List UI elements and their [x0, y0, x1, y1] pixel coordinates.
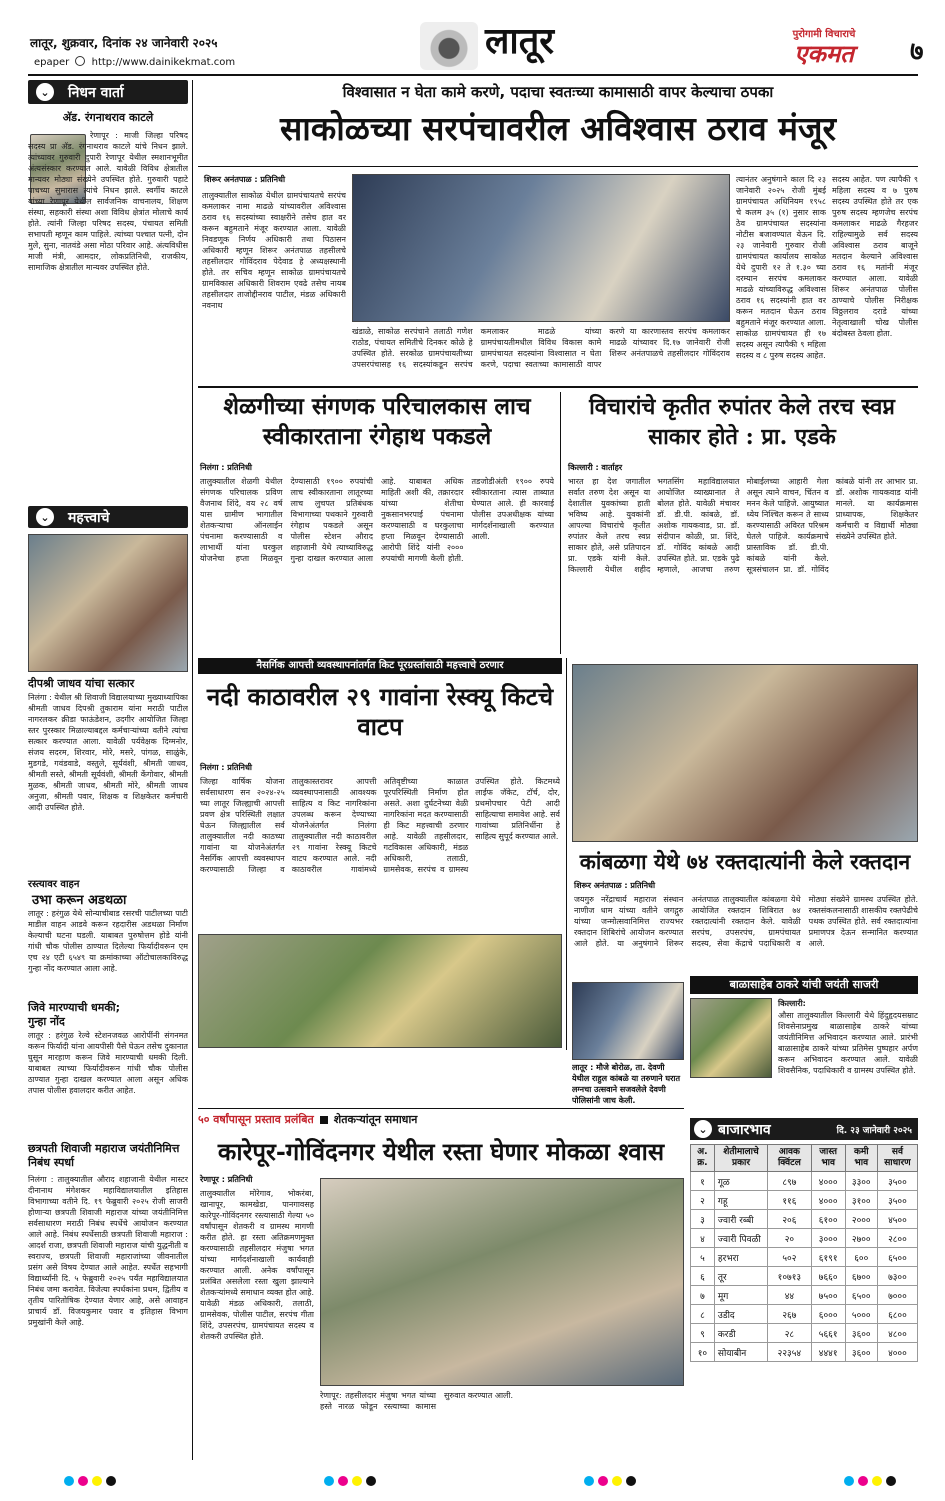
shelgi-byline: निलंगा : प्रतिनिधी [200, 463, 252, 472]
masthead-tagline: पुरोगामी विचाराचे [792, 29, 856, 40]
chevron-down-icon: ⌄ [36, 508, 54, 526]
table-cell: २०६ [768, 1210, 812, 1229]
website-line[interactable] [34, 56, 235, 68]
page-number: ७ [910, 37, 924, 67]
table-cell: ७३०० [877, 1267, 917, 1286]
table-cell: ३१०० [845, 1191, 877, 1210]
table-cell: ६ [691, 1267, 715, 1286]
item1-text: निलंगा : येथील श्री शिवाजी विद्यालयाच्या मुख्याध्यापिका श्रीमती जाधव दिपश्री तुकाराम यांना मराठी पाटील नागरलकर क्रीडा फाऊंडेशन, उदगीर आयोजित जिल्हा स्तर पुरस्कार मिळाल्याबद्दल कर्मचाऱ्यांच्या वतीने त्यांचा सत्कार करण्यात आला. यावेळी पर्यवेक्षक दिग्मनोर, संजय सदरम, शिरवार, मोरे, मसरे, पांगळ, साळुंके, मुडगडे, गवंडवाडे, वस्तुले, सूर्यवंशी, श्रीमती जाधव, श्रीमती सस्ते, श्रीमती सूर्यवंशी, श्रीमती केंगोवार, श्रीमती मुळक, श्रीमती जाधव, श्रीमती मोरे, श्रीमती जाधव अनुजा, श्रीमती पवार, शिक्षक व शिक्षकेतर कर्मचारी आदी उपस्थित होते. [28, 693, 188, 812]
table-header-cell: अ. क्र. [691, 1145, 715, 1172]
masthead-block [740, 26, 908, 70]
section-title: लातूर [485, 20, 554, 62]
nidhan-header [28, 80, 188, 104]
karepur-kicker-left: ५० वर्षांपासून प्रस्ताव प्रलंबित [198, 1113, 314, 1126]
table-cell: ५००० [845, 1305, 877, 1324]
karepur-byline: रेणापूर : प्रतिनिधी [200, 1175, 253, 1184]
lead-byline: शिरूर अनंतपाळ : प्रतिनिधी [204, 175, 286, 184]
table-cell: ६०० [845, 1248, 877, 1267]
table-header-cell: सर्व साधारण [877, 1145, 917, 1172]
table-cell: तूर [714, 1267, 767, 1286]
table-cell: ४००० [811, 1172, 845, 1191]
table-header-cell: कमी भाव [845, 1145, 877, 1172]
lead-story [198, 80, 918, 380]
registration-marks-group [842, 1476, 898, 1486]
table-cell: २८ [768, 1324, 812, 1343]
bazarbhav-date: दि. २३ जानेवारी २०२५ [836, 1125, 912, 1136]
table-cell: ५ [691, 1248, 715, 1267]
item2-kicker: रस्त्यावर वाहन [28, 879, 80, 890]
felicitation-photo [28, 534, 188, 672]
table-row [691, 1191, 918, 1210]
table-cell: ४८०० [877, 1324, 917, 1343]
table-cell: २ [691, 1191, 715, 1210]
table-cell: सोयाबीन [714, 1343, 767, 1362]
karepur-road-photo [320, 1178, 684, 1386]
table-cell: २२३५४ [768, 1343, 812, 1362]
karepur-kicker [198, 1112, 684, 1127]
table-header-cell: शेतीमालाचे प्रकार [714, 1145, 767, 1172]
table-row [691, 1248, 918, 1267]
rescue-byline: निलंगा : प्रतिनिधी [200, 763, 252, 772]
balasaheb-byline: किल्लारी: [778, 999, 806, 1008]
table-cell: ७६६० [811, 1267, 845, 1286]
shelgi-headline: शेळगीच्या संगणक परिचालकास लाच स्वीकारताना रंगेहाथ पकडले [223, 393, 531, 450]
mahatvache-label: महत्त्वाचे [68, 509, 110, 526]
table-cell: २८०० [877, 1229, 917, 1248]
table-cell: ८९७ [768, 1172, 812, 1191]
table-cell: ३३०० [845, 1172, 877, 1191]
rescue-kit-photo [198, 934, 562, 1048]
item2-title: उभा करून अडथळा [32, 893, 127, 908]
lead-col1: तालुक्यातील साकोळ येथील ग्रामपंचायतचे सरपंच कमलाकर नामा माढळे यांच्यावरील अविश्वास ठराव १६ सदस्यांच्या स्वाक्षरीने तसेच हात वर करून बहुमताने मंजूर करण्यात आला. यावेळी निवडणूक निर्णय अधिकारी तथा पिठासन अधिकारी म्हणून शिरूर अनंतपाळ तहसीलचे तहसीलदार गोविंदराव पेदेवाड हे अध्यक्षस्थानी होते. तर सचिव म्हणून साकोळ ग्रामपंचायतचे ग्रामविकास अधिकारी शिवराम एवढे तसेच नायब तहसीलदार ताजोद्दीनराव पाटील, मंडळ अधिकारी नवनाथ [202, 191, 346, 310]
item2-text: लातूर : हरंगुळ येथे सोन्याचीबाड रसरची पाटीलच्या पाटी माडील वाहन आडवे करून रहदारीस अडथळा निर्माण केल्याची घटना घडली. याबाबत पुरुषोत्तम होडे यांनी गांधी चौक पोलीस ठाण्यात दिलेल्या फिर्यादीवरून एम एच २४ एटी ६५४९ या क्रमांकाच्या ऑटोचालकाविरुद्ध गुन्हा नोंद करण्यात आला आहे. [28, 909, 188, 973]
nidhan-name: अ‍ॅड. रंगनाथराव काटले [62, 111, 154, 124]
item3-kicker: जिवे मारण्याची धमकी; [28, 1001, 121, 1014]
registration-marks-group [62, 1476, 118, 1486]
table-cell: ७००० [877, 1286, 917, 1305]
karepur-kicker-right: शेतकऱ्यांतून समाधान [333, 1113, 418, 1126]
bazarbhav-title-wrap [694, 1120, 771, 1139]
table-cell: ११६ [768, 1191, 812, 1210]
table-cell: ४ [691, 1229, 715, 1248]
table-cell: २७०० [845, 1229, 877, 1248]
lead-col3: त्यानंतर अनुषंगाने काल दि २३ जानेवारी २०२५ रोजी मुंबई ग्रामपंचायत अधिनियम १९५८ चे कलम ३५ (१) नुसार साक ठेव ग्रामपंचायत सदस्यांना नोटीस बजावण्यात येऊन दि. २३ जानेवारी गुरुवार रोजी ग्रामपंचायत कार्यालय साकोळ येथे दुपारी १२ ते १.३० च्या दरम्यान सरपंच कमलाकर माढळे यांच्याविरुद्ध अविश्वास ठराव १६ सदस्यांनी हात वर करून मतदान घेऊन ठराव बहुमताने मंजूर करण्यात आला. साकोळ ग्रामपंचायत ही १७ सदस्य असून त्यापैकी ९ महिला सदस्य व ८ पुरुष सदस्य आहेत. [736, 175, 826, 360]
table-cell: ४४ [768, 1286, 812, 1305]
table-cell: ६१०० [811, 1210, 845, 1229]
table-row [691, 1210, 918, 1229]
karepur-photo-caption: रेणापूर: तहसीलदार मंजुषा भगत यांच्या हस्ते नारळ फोडून रस्त्याच्या कामास सुरुवात करण्यात आली. [320, 1391, 514, 1411]
table-cell: ९ [691, 1324, 715, 1343]
raktdan-byline: शिरूर अनंतपाळ : प्रतिनिधी [574, 881, 656, 890]
karepur-story [198, 1112, 684, 1446]
table-cell: करडी [714, 1324, 767, 1343]
item4-text: निलंगा : तालुक्यातील औराद शहाजानी येथील मास्टर दीनानाथ मंगेशकर महाविद्यालयातील इतिहास विभागाच्या वतीने दि. १९ फेब्रुवारी २०२५ रोजी साजरी होणाऱ्या छत्रपती शिवाजी महाराज यांच्या जयंतीनिमित्त सर्वसाधारण मराठी निबंध स्पर्धेचे आयोजन करण्यात आले आहे. निबंध स्पर्धेसाठी छत्रपती शिवाजी महाराज : आदर्श राजा, छत्रपती शिवाजी महाराज यांची युद्धनीती व स्वराज्य, छत्रपती शिवाजी महाराजांच्या जीवनातील प्रसंग असे विषय देण्यात आले आहेत. स्पर्धेत सहभागी विद्यार्थ्यांनी दि. ५ फेब्रुवारी २०२५ पर्यंत महाविद्यालयात निबंध जमा करावेत. विजेत्या स्पर्धकांना प्रथम, द्वितीय व तृतीय पारितोषिक देण्यात येणार आहे, असे आवाहन प्राचार्य डॉ. विजयकुमार पवार व इतिहास विभाग प्रमुखांनी केले आहे. [28, 1175, 188, 1327]
table-cell: ४४४१ [811, 1343, 845, 1362]
table-row [691, 1324, 918, 1343]
lead-col4: सदस्य आहेत. पण त्यापैकी ९ महिला सदस्य व ७ पुरुष सदस्य उपस्थित होते तर एक पुरुष सदस्य म्हणजेच सरपंच कमलाकर माढळे गैरहजर राहिल्यामुळे सर्व सदस्य अविश्वास ठराव बाजूने मतदान केल्याने अविश्वास ठराव १६ मतांनी मंजूर करण्यात आला. यावेळी शिरूर अनंतपाळ पोलीस ठाण्याचे पोलीस निरीक्षक विठ्ठलराव दराडे यांच्या नेतृत्वाखाली चोख पोलीस बंदोबस्त ठेवला होता. [832, 175, 918, 338]
rescue-text: जिल्हा वार्षिक योजना सर्वसाधारण सन २०२४-२५ च्या लातूर जिल्ह्याची आपत्ती प्रवण क्षेत्र परिस्थिती लक्षात घेऊन जिल्ह्यातील सर्व तालुक्यातील नदी काठच्या गावांना या योजनेअंतर्गत नैसर्गिक आपत्ती व्यवस्थापन करण्यासाठी जिल्हा व तालुकास्तरावर आपत्ती व्यवस्थापनासाठी आवश्यक साहित्य व किट नागरिकांना उपलब्ध करून देण्याच्या योजनेअंतर्गत निलंगा तालुक्यातील नदी काठावरील २९ गावांना रेस्क्यू किटचे वाटप करण्यात आले. नदी काठावरील गावांमध्ये अतिवृष्टीच्या काळात पूरपरिस्थिती निर्माण होत असते. अशा दुर्घटनेच्या वेळी नागरिकांना मदत करण्यासाठी ही किट महत्त्वाची ठरणार आहे. यावेळी तहसीलदार, गटविकास अधिकारी, मंडळ अधिकारी, तलाठी, ग्रामसेवक, सरपंच व ग्रामस्थ उपस्थित होते. किटमध्ये लाईफ जॅकेट, टॉर्च, दोर, प्रथमोपचार पेटी आदी साहित्याचा समावेश आहे. सर्व गावांच्या प्रतिनिधींना हे साहित्य सुपूर्द करण्यात आले. [200, 777, 560, 874]
table-cell: गहू [714, 1191, 767, 1210]
table-cell: ३६०० [845, 1343, 877, 1362]
left-column [28, 80, 188, 1460]
table-cell: ४५०० [877, 1210, 917, 1229]
table-row [691, 1229, 918, 1248]
lead-kicker: विश्वासात न घेता कामे करणे, पदाचा स्वतःच्या कामासाठी वापर केल्याचा ठपका [342, 83, 774, 101]
police-caption: लातूर : मौजे बोरोळ, ता. देवणी येथील राहुल कांबळे या तरुणाने घरात लग्नचा उत्सवाने सजवलेले देवणी पोलिसांनी जाच केली. [572, 1063, 681, 1105]
table-cell: ३५०० [877, 1172, 917, 1191]
table-cell: ३६०० [845, 1324, 877, 1343]
table-row [691, 1172, 918, 1191]
karepur-kicker-sep [320, 1116, 328, 1124]
table-cell: ३५०० [877, 1191, 917, 1210]
table-cell: ३००० [811, 1229, 845, 1248]
table-cell: २६७ [768, 1305, 812, 1324]
header-bar [0, 0, 945, 80]
website-link[interactable]: http://www.dainikekmat.com [91, 57, 236, 68]
table-cell: १० [691, 1343, 715, 1362]
print-color-marks [60, 1476, 900, 1486]
rescue-story [198, 658, 562, 1050]
mahatvache-header [28, 506, 188, 528]
city-emblem-icon [420, 22, 478, 70]
rescue-headline: नदी काठावरील २९ गावांना रेस्क्यू किटचे वाटप [206, 682, 554, 741]
balasaheb-story [690, 976, 918, 1114]
raktdan-headline: कांबळगा येथे ७४ रक्तदात्यांनी केले रक्तदान [579, 849, 911, 874]
table-header-cell: जास्त भाव [811, 1145, 845, 1172]
table-cell: १०७१३ [768, 1267, 812, 1286]
balasaheb-body: औसा तालुक्यातील किल्लारी येथे हिंदुहृदयसम्राट शिवसेनाप्रमुख बाळासाहेब ठाकरे यांच्या जयंतीनिमित्त अभिवादन करण्यात आले. प्रारंभी बाळासाहेब ठाकरे यांच्या प्रतिमेस पुष्पहार अर्पण करून अभिवादन करण्यात आले. यावेळी शिवसैनिक, पदाधिकारी व ग्रामस्थ उपस्थित होते. [778, 1011, 918, 1075]
raktdan-text: जयगुरु नरेंद्राचार्य महाराज संस्थान नाणीज धाम यांच्या वतीने जगद्गुरु यांच्या जन्मोत्सवानिमित्त राज्यभर रक्तदान शिबिरांचे आयोजन करण्यात आले होते. या अनुषंगाने शिरूर अनंतपाळ तालुक्यातील कांबळगा येथे आयोजित रक्तदान शिबिरात ७४ रक्तदात्यांनी रक्तदान केले. यावेळी सरपंच, उपसरपंच, ग्रामपंचायत सदस्य, सेवा केंद्राचे पदाधिकारी व मोठ्या संख्येने ग्रामस्थ उपस्थित होते. रक्तसंकलनासाठी शासकीय रक्तपेढीचे पथक उपस्थित होते. सर्व रक्तदात्यांना प्रमाणपत्र देऊन सन्मानित करण्यात आले. [574, 895, 918, 948]
table-cell: ४००० [811, 1191, 845, 1210]
karepur-text: तालुक्यातील मोरेगाव, भोकरंबा, खानापूर, कामखेडा, पानगावसह कारेपूर-गोविंदनगर रस्त्यासाठी गेल्या ५० वर्षांपासून शेतकरी व ग्रामस्थ मागणी करीत होते. हा रस्ता अतिक्रमणमुक्त करण्यासाठी तहसीलदार मंजुषा भगत यांच्या मार्गदर्शनाखाली कार्यवाही करण्यात आली. अनेक वर्षांपासून प्रलंबित असलेला रस्ता खुला झाल्याने शेतकऱ्यांमध्ये समाधान व्यक्त होत आहे. यावेळी मंडळ अधिकारी, तलाठी, ग्रामसेवक, पोलीस पाटील, सरपंच गीता शिंदे, उपसरपंच, ग्रामपंचायत सदस्य व शेतकरी उपस्थित होते. [200, 1189, 314, 1341]
bazarbhav-title: बाजारभाव [718, 1121, 771, 1138]
table-header-cell: आवक क्विंटल [768, 1145, 812, 1172]
table-cell: ७५०० [811, 1286, 845, 1305]
chevron-down-icon: ⌄ [694, 1120, 712, 1138]
table-cell: ५६६१ [811, 1324, 845, 1343]
rescue-kicker: नैसर्गिक आपत्ती व्यवस्थापनांतर्गत किट पूरग्रस्तांसाठी महत्त्वाचे ठरणार [198, 658, 562, 674]
table-cell: ६५०० [877, 1248, 917, 1267]
edke-headline: विचारांचे कृतीत रुपांतर केले तरच स्वप्न साकार होते : प्रा. एडके [589, 394, 895, 450]
price-table [690, 1144, 918, 1362]
item3-text: लातूर : हरंगुळ रेल्वे स्टेशनजवळ आरोपींनी संगनमत करून फिर्यादी यांना आयपीसी पैसे घेऊन तसेच दुकानात घुसून मारहाण करून जिवे मारण्याची धमकी दिली. याबाबत त्याच्या फिर्यादीवरून गांधी चौक पोलीस ठाण्यात गुन्हा दाखल करण्यात आला असून अधिक तपास पोलीस हवालदार करीत आहेत. [28, 1031, 188, 1095]
nidhan-text: रेणापूर : माजी जिल्हा परिषद सदस्य प्रा अ‍ॅड. रंगनाथराव काटले यांचे निधन झाले. त्यांच्यावर गुरुवारी दुपारी रेणापूर येथील स्मशानभूमीत अंत्यसंस्कार करण्यात आले. यावेळी विविध क्षेत्रातील मान्यवर मोठ्या संख्येने उपस्थित होते. गुरुवारी पहाटे पाचच्या सुमारास त्यांचे निधन झाले. स्वर्गीय काटले यांच्या रेणापूर येथील सार्वजनिक वाचनालय, शिक्षण संस्था, सहकारी संस्था अशा विविध क्षेत्रांत मोलाचे कार्य होते. त्यांनी जिल्हा परिषद सदस्य, पंचायत समिती सभापती म्हणून काम पाहिले. त्यांच्या पश्चात पत्नी, दोन मुले, सुना, नातवंडे असा मोठा परिवार आहे. अंत्यविधीस माजी मंत्री, आमदार, लोकप्रतिनिधी, राजकीय, सामाजिक क्षेत्रातील मान्यवर उपस्थित होते. [28, 131, 188, 272]
edke-story [566, 392, 918, 654]
epaper-label: epaper [34, 57, 70, 68]
table-cell: हरभरा [714, 1248, 767, 1267]
table-cell: ४००० [877, 1343, 917, 1362]
item4-title: छत्रपती शिवाजी महाराज जयंतीनिमित्त निबंध स्पर्धा [28, 1142, 180, 1169]
table-cell: ज्वारी पिवळी [714, 1229, 767, 1248]
table-cell: मूग [714, 1286, 767, 1305]
item1-title: दीपश्री जाधव यांचा सत्कार [28, 677, 135, 690]
blood-donation-photo [572, 664, 918, 842]
table-row [691, 1267, 918, 1286]
edke-byline: किल्लारी : वार्ताहर [568, 463, 623, 472]
registration-marks-group [322, 1476, 378, 1486]
table-cell: ६१९१ [811, 1248, 845, 1267]
table-cell: गूळ [714, 1172, 767, 1191]
lead-headline: साकोळच्या सरपंचावरील अविश्वास ठराव मंजूर [280, 108, 836, 148]
item3-title: गुन्हा नोंद [28, 1015, 65, 1028]
bazarbhav-panel [690, 1118, 918, 1444]
table-cell: ३ [691, 1210, 715, 1229]
table-cell: ५०२ [768, 1248, 812, 1267]
table-cell: २००० [845, 1210, 877, 1229]
table-cell: ६७०० [845, 1267, 877, 1286]
date-line: लातूर, शुक्रवार, दिनांक २४ जानेवारी २०२५ [30, 36, 218, 50]
table-cell: ६५०० [845, 1286, 877, 1305]
table-row [691, 1286, 918, 1305]
bazarbhav-header [690, 1118, 918, 1140]
table-row [691, 1305, 918, 1324]
table-cell: १ [691, 1172, 715, 1191]
shelgi-story [198, 392, 556, 654]
table-cell: ६८०० [877, 1305, 917, 1324]
chevron-down-icon: ⌄ [36, 83, 54, 101]
table-cell: ज्वारी रब्बी [714, 1210, 767, 1229]
lead-photo-caption: खंडाळे, साकोळ सरपंचाने तलाठी गणेश राठोड, पंचायत समितीचे दिनकर कोळे हे उपस्थित होते. सरकोळ ग्रामपंचायतीच्या उपसरपंचासह १६ सदस्यांकडून सरपंच कमलाकर माढळे यांच्या ग्रामपंचायतीमधील विविध विकास कामे ग्रामपंचायत सदस्यांना विश्वासात न घेता करणे, पदाचा स्वतःच्या कामासाठी वापर करणे या कारणास्तव सरपंच कमलाकर माढळे यांच्यावर दि.१७ जानेवारी रोजी शिरूर अनंतपाळचे तहसीलदार गोविंदराव [352, 327, 730, 369]
masthead-logo: एकमत [794, 39, 854, 68]
table-cell: ८ [691, 1305, 715, 1324]
nidhan-label: निधन वार्ता [68, 84, 124, 101]
balasaheb-headline: बाळासाहेब ठाकरे यांची जयंती साजरी [690, 976, 918, 994]
table-cell: उडीद [714, 1305, 767, 1324]
table-cell: २० [768, 1229, 812, 1248]
globe-icon [75, 56, 85, 66]
shelgi-text: तालुक्यातील शेळगी येथील संगणक परिचालक प्रविण वैजनाथ शिंदे, वय २८ वर्ष यास ग्रामीण भागातील शेतकऱ्याचा ऑनलाईन पंचनामा करण्यासाठी व लाभार्थी यांना घरकुल योजनेचा हप्ता मिळवून देण्यासाठी १९०० रुपयांची लाच स्वीकारताना लातूरच्या लाच लुचपत प्रतिबंधक विभागाच्या पथकाने गुरुवारी रंगेहाथ पकडले असून पोलीस स्टेशन औराद शहाजानी येथे त्याच्याविरुद्ध गुन्हा दाखल करण्यात आला आहे. याबाबत अधिक माहिती अशी की, तक्रारदार यांच्या शेतीचा नुकसानभरपाई पंचनामा करण्यासाठी व घरकुलाचा हप्ता मिळवून देण्यासाठी आरोपी शिंदे यांनी २००० रुपयांची मागणी केली होती. तडजोडीअंती १९०० रुपये स्वीकारताना त्यास ताब्यात घेण्यात आले. ही कारवाई पोलीस उपअधीक्षक यांच्या मार्गदर्शनाखाली करण्यात आली. [200, 477, 554, 563]
table-row [691, 1343, 918, 1362]
karepur-headline: कारेपूर-गोविंदनगर येथील रस्ता घेणार मोकळा श्वास [217, 1137, 665, 1166]
police-photo [572, 982, 684, 1060]
table-cell: ७ [691, 1286, 715, 1305]
registration-marks-group [582, 1476, 638, 1486]
edke-text: भारत हा देश जगातील सर्वात तरुण देश असून या देशातील युवकांच्या हाती भविष्य आहे. युवकांनी आपल्या विचारांचे कृतीत रुपांतर केले तरच स्वप्न साकार होते, असे प्रतिपादन प्रा. एडके यांनी केले. किल्लारी येथील शहीद भगतसिंग महाविद्यालयात आयोजित व्याख्यानात ते बोलत होते. यावेळी मंचावर डॉ. डी.पी. कांबळे, डॉ. अशोक गायकवाड, प्रा. डॉ. संदीपान कोळी, प्रा. शिंदे, डॉ. गोविंद कांबळे आदी उपस्थित होते. प्रा. एडके पुढे म्हणाले, आजचा तरुण मोबाईलच्या आहारी गेला असून त्याने वाचन, चिंतन व मनन केले पाहिजे. आयुष्यात ध्येय निश्चित करून ते साध्य करण्यासाठी अविरत परिश्रम घेतले पाहिजे. कार्यक्रमाचे प्रास्ताविक डॉ. डी.पी. कांबळे यांनी केले. सूत्रसंचालन प्रा. डॉ. गोविंद कांबळे यांनी तर आभार प्रा. डॉ. अशोक गायकवाड यांनी मानले. या कार्यक्रमास प्राध्यापक, शिक्षकेतर कर्मचारी व विद्यार्थी मोठ्या संख्येने उपस्थित होते. [568, 477, 918, 574]
lead-group-photo [352, 174, 730, 322]
table-cell: ६००० [811, 1305, 845, 1324]
